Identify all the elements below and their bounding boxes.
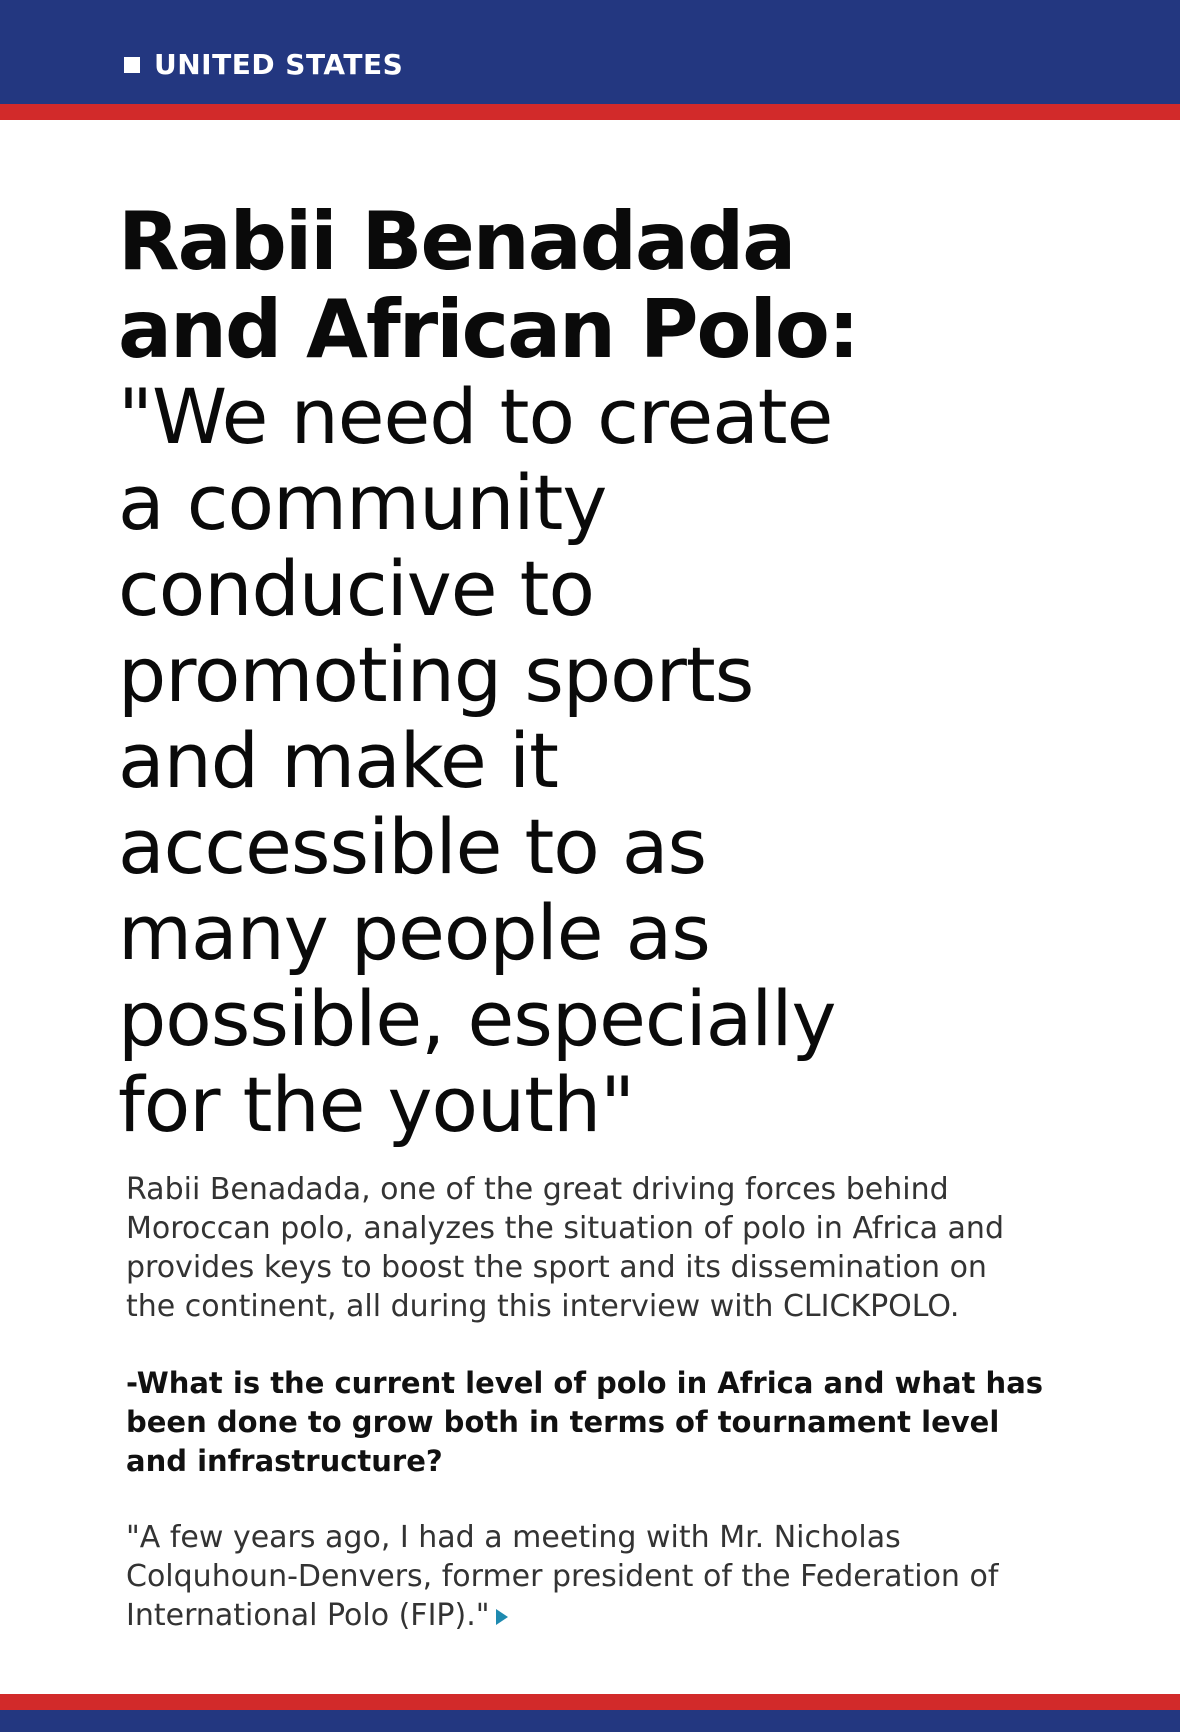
headline-quote-line: conducive to — [118, 544, 594, 633]
section-label — [124, 48, 403, 81]
answer-line: Colquhoun-Denvers, former president of the Federation of — [126, 1559, 999, 1594]
header-red-stripe — [0, 104, 1180, 120]
headline-quote-line: "We need to create — [118, 372, 833, 461]
footer-red-stripe — [0, 1694, 1180, 1710]
headline-quote-line: for the youth" — [118, 1060, 635, 1149]
headline — [118, 195, 1118, 1149]
headline-quote-line: promoting sports — [118, 630, 754, 719]
intro-paragraph — [126, 1170, 1086, 1326]
question-line: been done to grow both in terms of tournament level — [126, 1405, 1000, 1439]
headline-title-line: Rabii Benadada — [118, 195, 795, 288]
headline-quote-line: a community — [118, 458, 607, 547]
square-bullet-icon — [124, 57, 140, 73]
question-line: -What is the current level of polo in Africa and what has — [126, 1366, 1044, 1400]
interview-answer — [126, 1518, 1086, 1635]
interview-question — [126, 1364, 1086, 1481]
headline-quote-line: and make it — [118, 716, 558, 805]
headline-quote-line: accessible to as — [118, 802, 707, 891]
footer-bar — [0, 1710, 1180, 1732]
section-name: UNITED STATES — [154, 48, 404, 81]
answer-line: International Polo (FIP)." — [126, 1598, 490, 1633]
intro-line: Rabii Benadada, one of the great driving forces behind — [126, 1172, 949, 1207]
headline-title-line: and African Polo: — [118, 283, 858, 376]
article-body — [126, 1170, 1086, 1635]
answer-line: "A few years ago, I had a meeting with Mr. Nicholas — [126, 1520, 901, 1555]
intro-line: Moroccan polo, analyzes the situation of polo in Africa and — [126, 1211, 1004, 1246]
headline-quote-line: many people as — [118, 888, 710, 977]
intro-line: provides keys to boost the sport and its dissemination on — [126, 1250, 987, 1285]
headline-quote-line: possible, especially — [118, 974, 836, 1063]
continue-arrow-icon[interactable] — [496, 1609, 508, 1625]
question-line: and infrastructure? — [126, 1444, 443, 1478]
intro-line: the continent, all during this interview with CLICKPOLO. — [126, 1289, 960, 1324]
